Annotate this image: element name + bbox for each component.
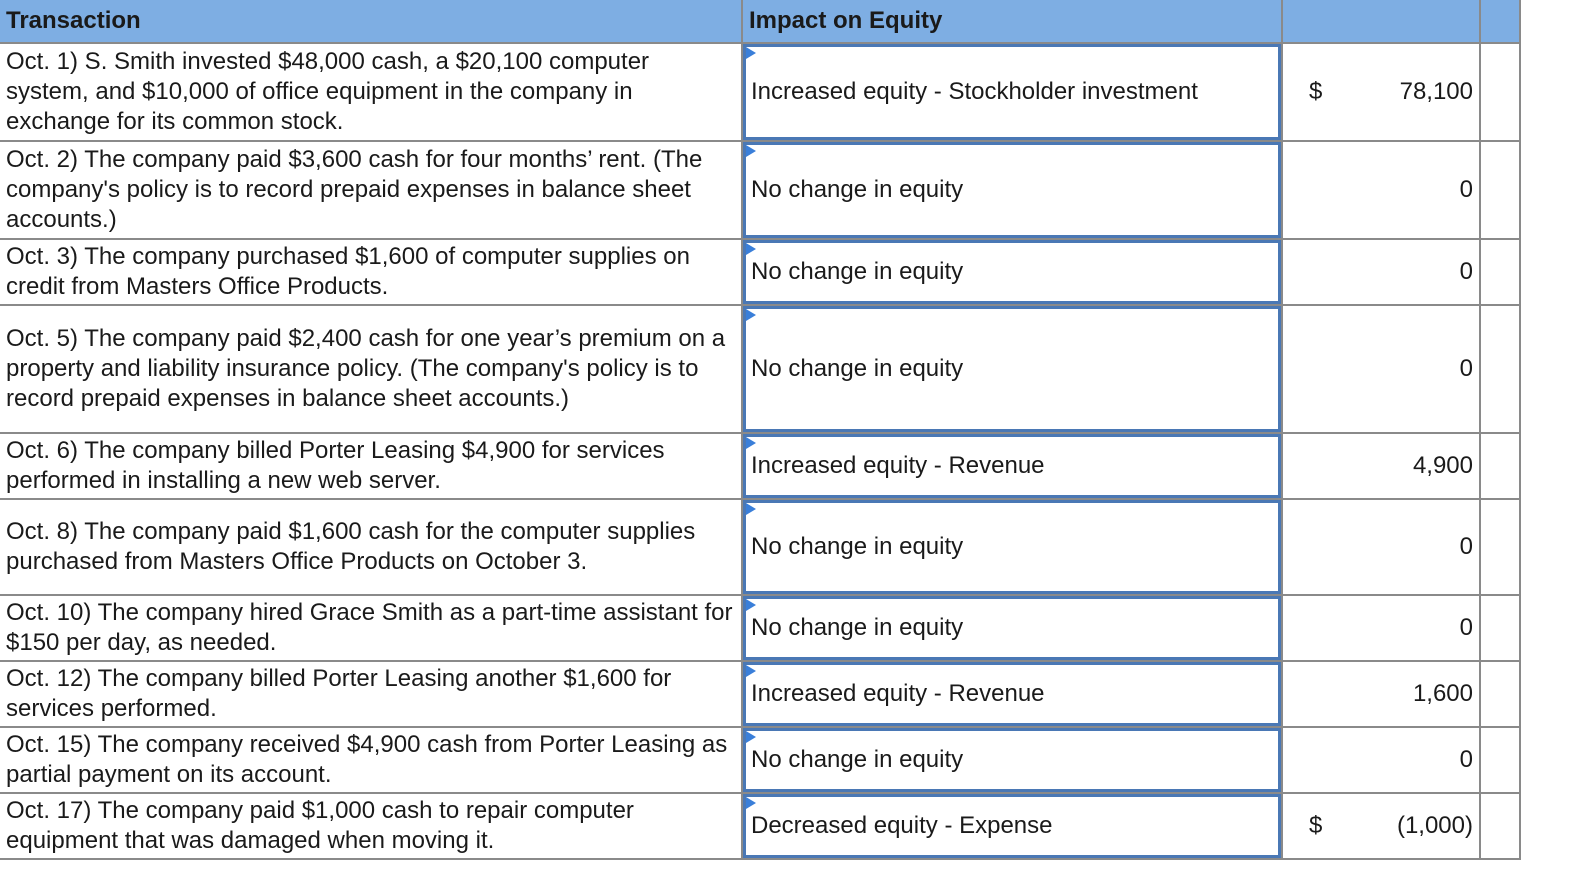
impact-select[interactable]: [742, 793, 1282, 859]
table-row: [0, 141, 1520, 239]
dropdown-marker-icon: [746, 731, 756, 743]
amount-value: 0: [1459, 746, 1473, 773]
impact-select-value: No change in equity: [751, 355, 964, 382]
table-row: [0, 433, 1520, 499]
table-row: [0, 661, 1520, 727]
dropdown-marker-icon: [746, 797, 756, 809]
header-extra: [1480, 0, 1520, 43]
transaction-cell: Oct. 1) S. Smith invested $48,000 cash, a $20,100 computer system, and $10,000 of office equipment in the company in exchange for its common stock.: [0, 43, 742, 141]
header-amount: [1282, 0, 1480, 43]
amount-value: 0: [1459, 355, 1473, 382]
dropdown-marker-icon: [746, 47, 756, 59]
currency-symbol: $: [1309, 78, 1323, 105]
dropdown-marker-icon: [746, 243, 756, 255]
amount-input[interactable]: [1282, 141, 1480, 239]
table-row: [0, 305, 1520, 433]
amount-value: 78,100: [1399, 78, 1473, 105]
impact-select[interactable]: [742, 499, 1282, 595]
impact-select[interactable]: [742, 43, 1282, 141]
impact-select[interactable]: [742, 141, 1282, 239]
dropdown-marker-icon: [746, 437, 756, 449]
dropdown-marker-icon: [746, 309, 756, 321]
blank-cell: [1480, 661, 1520, 727]
table-row: [0, 727, 1520, 793]
table-row: [0, 43, 1520, 141]
impact-select-value: No change in equity: [751, 533, 964, 560]
table-row: [0, 595, 1520, 661]
amount-value: 0: [1459, 258, 1473, 285]
amount-value: (1,000): [1396, 812, 1473, 839]
blank-cell: [1480, 239, 1520, 305]
amount-input[interactable]: [1282, 43, 1480, 141]
amount-value: 1,600: [1412, 680, 1473, 707]
impact-select-value: No change in equity: [751, 176, 964, 203]
transaction-cell: Oct. 8) The company paid $1,600 cash for the computer supplies purchased from Masters Office Products on October 3.: [0, 499, 742, 595]
currency-symbol: $: [1309, 812, 1323, 839]
transaction-cell: Oct. 5) The company paid $2,400 cash for one year’s premium on a property and liability insurance policy. (The company's policy is to record prepaid expenses in balance sheet accounts.): [0, 305, 742, 433]
amount-value: 0: [1459, 176, 1473, 203]
dropdown-marker-icon: [746, 503, 756, 515]
blank-cell: [1480, 595, 1520, 661]
impact-select[interactable]: [742, 661, 1282, 727]
amount-input[interactable]: [1282, 433, 1480, 499]
transaction-cell: Oct. 2) The company paid $3,600 cash for four months’ rent. (The company's policy is to record prepaid expenses in balance sheet accounts.): [0, 141, 742, 239]
impact-select-value: No change in equity: [751, 746, 964, 773]
transaction-cell: Oct. 10) The company hired Grace Smith as a part-time assistant for $150 per day, as needed.: [0, 595, 742, 661]
blank-cell: [1480, 499, 1520, 595]
amount-value: 4,900: [1412, 452, 1473, 479]
dropdown-marker-icon: [746, 665, 756, 677]
blank-cell: [1480, 141, 1520, 239]
impact-select-value: No change in equity: [751, 258, 964, 285]
transaction-cell: Oct. 6) The company billed Porter Leasing $4,900 for services performed in installing a new web server.: [0, 433, 742, 499]
amount-input[interactable]: [1282, 239, 1480, 305]
dropdown-marker-icon: [746, 599, 756, 611]
impact-select[interactable]: [742, 305, 1282, 433]
impact-select[interactable]: [742, 727, 1282, 793]
impact-select-value: Increased equity - Revenue: [751, 452, 1045, 479]
transaction-cell: Oct. 3) The company purchased $1,600 of computer supplies on credit from Masters Office Products.: [0, 239, 742, 305]
table-header-row: [0, 0, 1520, 43]
impact-select-value: Increased equity - Stockholder investment: [751, 78, 1198, 105]
dropdown-marker-icon: [746, 145, 756, 157]
amount-input[interactable]: [1282, 305, 1480, 433]
amount-value: 0: [1459, 533, 1473, 560]
amount-value: 0: [1459, 614, 1473, 641]
impact-select-value: Decreased equity - Expense: [751, 812, 1053, 839]
impact-select[interactable]: [742, 433, 1282, 499]
table-row: [0, 793, 1520, 859]
impact-select[interactable]: [742, 239, 1282, 305]
table-row: [0, 239, 1520, 305]
amount-input[interactable]: [1282, 595, 1480, 661]
blank-cell: [1480, 727, 1520, 793]
blank-cell: [1480, 433, 1520, 499]
transaction-cell: Oct. 12) The company billed Porter Leasing another $1,600 for services performed.: [0, 661, 742, 727]
blank-cell: [1480, 305, 1520, 433]
blank-cell: [1480, 43, 1520, 141]
blank-cell: [1480, 793, 1520, 859]
table-row: [0, 499, 1520, 595]
amount-input[interactable]: [1282, 793, 1480, 859]
amount-input[interactable]: [1282, 499, 1480, 595]
amount-input[interactable]: [1282, 661, 1480, 727]
transaction-cell: Oct. 15) The company received $4,900 cash from Porter Leasing as partial payment on its account.: [0, 727, 742, 793]
impact-select[interactable]: [742, 595, 1282, 661]
impact-select-value: No change in equity: [751, 614, 964, 641]
header-impact-on-equity: Impact on Equity: [742, 0, 1282, 43]
amount-input[interactable]: [1282, 727, 1480, 793]
impact-select-value: Increased equity - Revenue: [751, 680, 1045, 707]
transaction-cell: Oct. 17) The company paid $1,000 cash to repair computer equipment that was damaged when moving it.: [0, 793, 742, 859]
header-transaction: Transaction: [0, 0, 742, 43]
